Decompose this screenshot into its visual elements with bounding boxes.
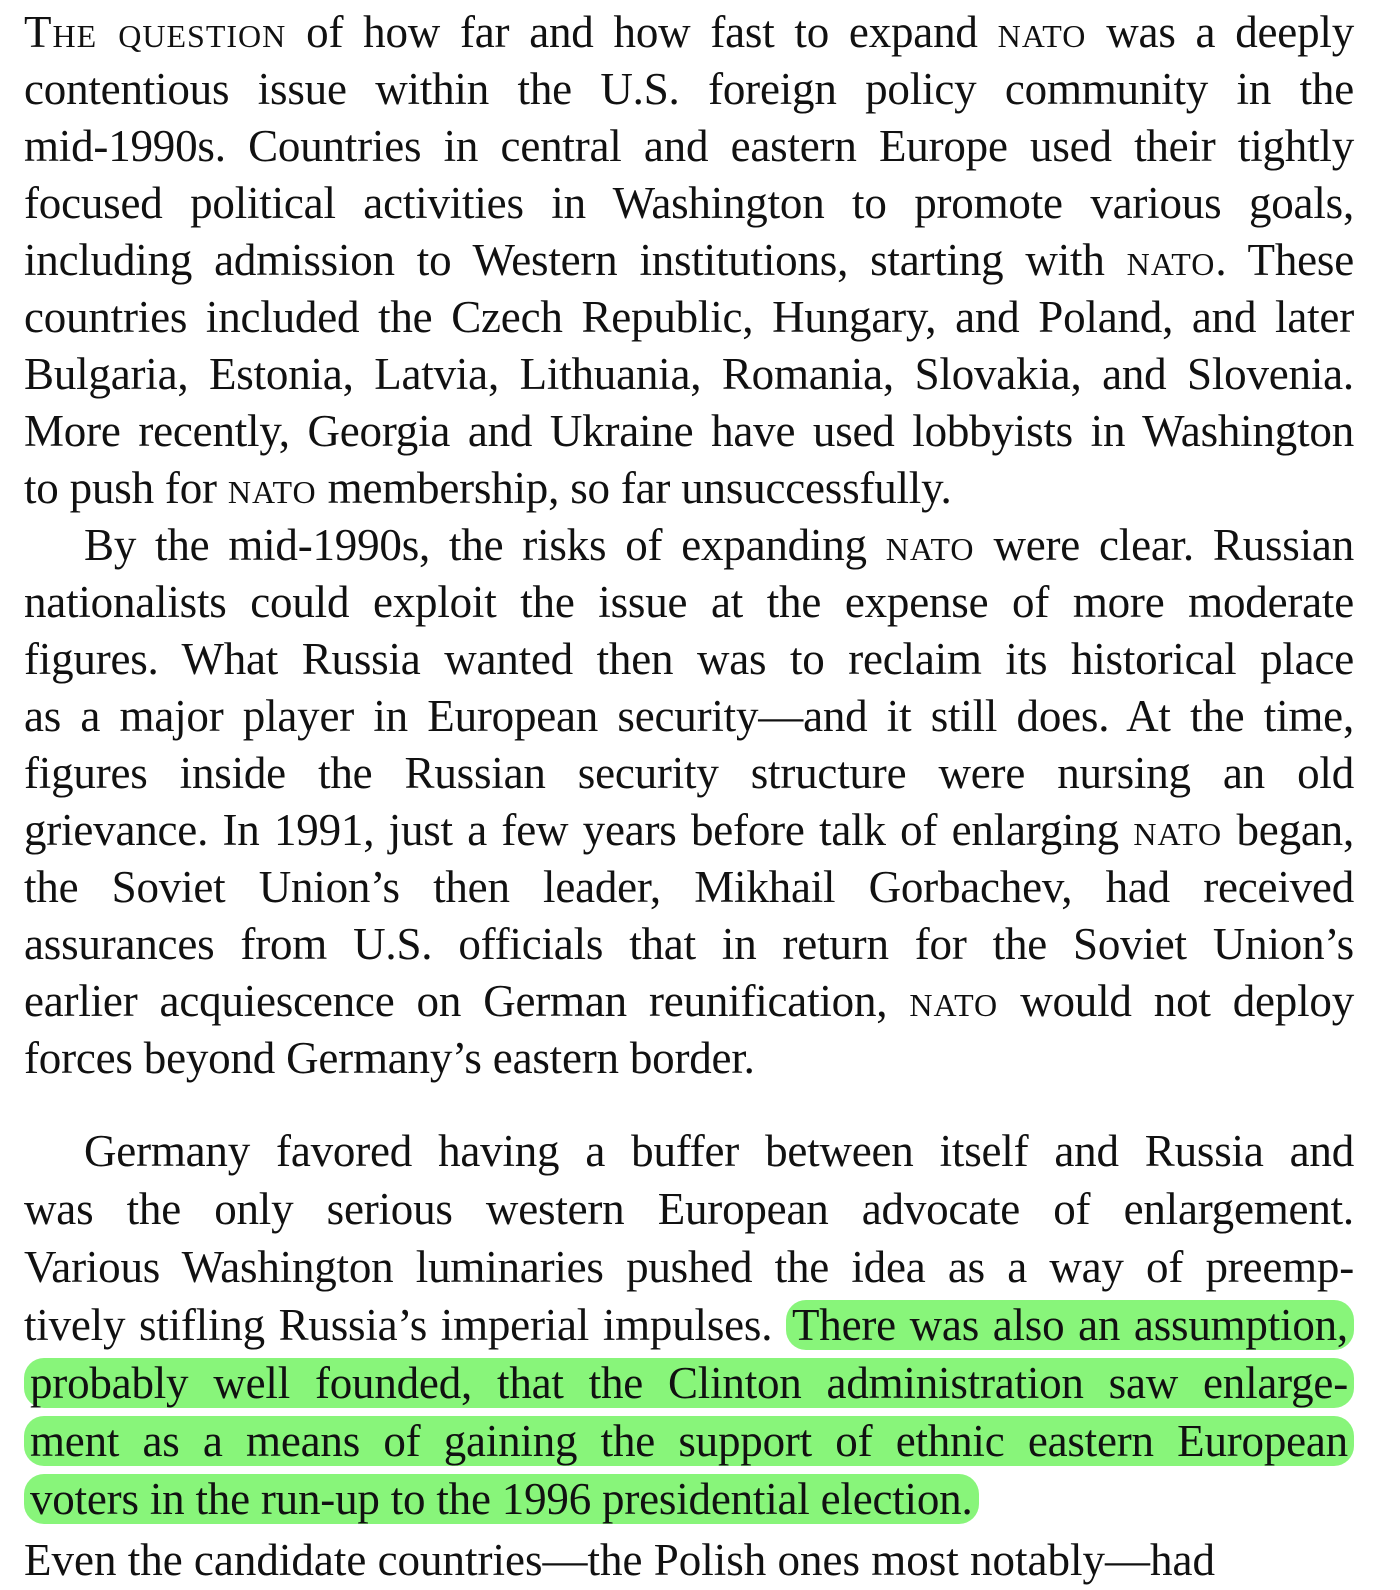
- highlighted-text: ment as a means of gaining the support of ethnic eastern European: [24, 1416, 1354, 1466]
- text-span: to push for: [24, 463, 228, 513]
- highlighted-text: probably well founded, that the Clinton administration saw enlarge-: [24, 1358, 1354, 1408]
- text-line: [24, 460, 1354, 517]
- text-line: Bulgaria, Estonia, Latvia, Lithuania, Romania, Slovakia, and Slovenia.: [24, 349, 1354, 399]
- text-line: [24, 973, 1354, 1030]
- text-line: mid-1990s. Countries in central and eastern Europe used their tightly: [24, 121, 1354, 171]
- text-line: contentious issue within the U.S. foreign policy community in the: [24, 64, 1354, 114]
- text-span: By the mid-1990s, the risks of expanding: [84, 520, 886, 570]
- text-line: forces beyond Germany’s eastern border.: [24, 1033, 755, 1083]
- text-line: [24, 4, 1354, 61]
- text-line: [24, 1297, 1354, 1354]
- text-line: focused political activities in Washington to promote various goals,: [24, 178, 1354, 228]
- cut-off-next-line: [24, 1535, 1354, 1590]
- text-span: earlier acquiescence on German reunification,: [24, 976, 910, 1026]
- text-span: grievance. In 1991, just a few years before talk of enlarging: [24, 805, 1134, 855]
- text-span: began,: [1222, 805, 1354, 855]
- cut-off-text: Even the candidate countries—the Polish ones most notably—had: [24, 1535, 1216, 1585]
- text-span: tively stifling Russia’s imperial impulses.: [24, 1300, 786, 1350]
- text-line: [24, 1355, 1354, 1412]
- text-span: membership, so far unsuccessfully.: [316, 463, 952, 513]
- text-span: of how far and how fast to expand: [286, 7, 998, 57]
- text-line: [24, 1413, 1354, 1470]
- small-caps-acronym: nato: [1126, 235, 1216, 285]
- text-span: were clear. Russian: [974, 520, 1354, 570]
- small-caps-acronym: nato: [909, 976, 999, 1026]
- text-line: More recently, Georgia and Ukraine have used lobbyists in Washington: [24, 406, 1354, 456]
- small-caps-acronym: nato: [997, 7, 1087, 57]
- highlighted-text: There was also an assumption,: [786, 1300, 1354, 1350]
- text-span: would not deploy: [998, 976, 1355, 1026]
- text-line: as a major player in European security—and it still does. At the time,: [24, 691, 1354, 741]
- text-line: figures. What Russia wanted then was to reclaim its historical place: [24, 634, 1354, 684]
- small-caps-opening: The question: [24, 7, 287, 57]
- text-line: [24, 802, 1354, 859]
- text-span: was a deeply: [1086, 7, 1354, 57]
- text-line: assurances from U.S. officials that in return for the Soviet Union’s: [24, 919, 1354, 969]
- text-line: Germany favored having a buffer between itself and Russia and: [84, 1126, 1354, 1176]
- text-line: figures inside the Russian security structure were nursing an old: [24, 748, 1354, 798]
- small-caps-acronym: nato: [227, 463, 317, 513]
- text-line: [24, 1471, 1354, 1528]
- text-line: countries included the Czech Republic, Hungary, and Poland, and later: [24, 292, 1354, 342]
- text-line: [24, 517, 1354, 574]
- text-line: nationalists could exploit the issue at the expense of more moderate: [24, 577, 1354, 627]
- text-span: including admission to Western institutions, starting with: [24, 235, 1127, 285]
- text-span: . These: [1215, 235, 1355, 285]
- text-line: was the only serious western European advocate of enlargement.: [24, 1184, 1354, 1234]
- text-line: the Soviet Union’s then leader, Mikhail Gorbachev, had received: [24, 862, 1354, 912]
- small-caps-acronym: nato: [1133, 805, 1223, 855]
- highlighted-text: voters in the run-up to the 1996 presidential election.: [24, 1474, 979, 1524]
- small-caps-acronym: nato: [885, 520, 975, 570]
- text-line: Various Washington luminaries pushed the idea as a way of preemp-: [24, 1242, 1354, 1292]
- text-line: [24, 232, 1354, 289]
